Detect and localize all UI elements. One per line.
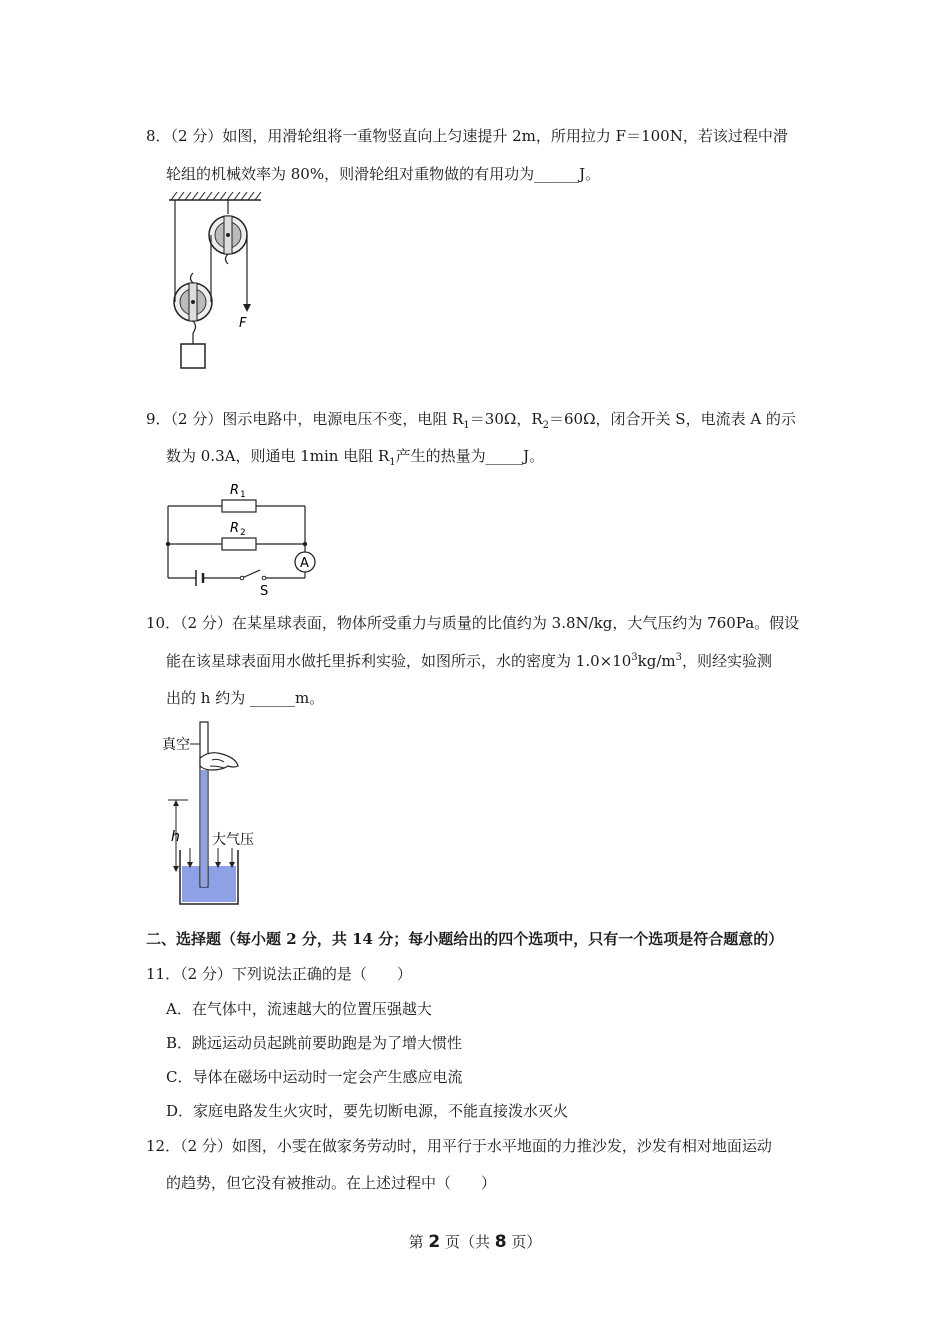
q11-option-c: C．导体在磁场中运动时一定会产生感应电流: [166, 1068, 463, 1086]
r2-sub: 2: [240, 528, 246, 538]
atm-label: 大气压: [212, 832, 254, 848]
torricelli-figure: [160, 718, 280, 908]
vacuum-label: 真空: [162, 737, 190, 753]
q9-line-1: 9．（2 分）图示电路中，电源电压不变，电阻 $R_1=30\Omega$，$R_2=60\Omega$，闭合开关 S，电流表 A 的示: [146, 410, 796, 431]
force-label: F: [239, 316, 247, 331]
q12-line-1: 12．（2 分）如图，小雯在做家务劳动时，用平行于水平地面的力推沙发，沙发有相对地面运动: [146, 1137, 772, 1155]
h-label: h: [171, 829, 180, 845]
q11-option-a: A．在气体中，流速越大的位置压强越大: [166, 1000, 432, 1018]
circuit-figure: [160, 476, 325, 598]
weight-block: [181, 344, 205, 368]
r1-sub: 1: [240, 490, 246, 500]
switch-label: S: [260, 584, 269, 598]
pulley-figure: [165, 192, 270, 374]
page-footer: 第 2 页（共 8 页）: [408, 1232, 542, 1252]
q10-line-3: 出的 h 约为 ______m。: [166, 689, 325, 707]
q11-stem: 11．（2 分）下列说法正确的是（ ）: [146, 965, 412, 983]
q11-option-b: B．跳远运动员起跳前要助跑是为了增大惯性: [166, 1034, 463, 1052]
q11-option-d: D．家庭电路发生火灾时，要先切断电源，不能直接泼水灭火: [166, 1102, 569, 1120]
q8-line-1: 8．（2 分）如图，用滑轮组将一重物竖直向上匀速提升 2m，所用拉力 F＝100N，若该过程中滑: [146, 127, 788, 145]
q12-line-2: 的趋势，但它没有被推动。在上述过程中（ ）: [166, 1174, 497, 1192]
ammeter-label: A: [300, 556, 309, 571]
section-heading: 二、选择题（每小题 2 分，共 14 分；每小题给出的四个选项中，只有一个选项是符合题意的）: [146, 930, 784, 948]
q10-line-1: 10．（2 分）在某星球表面，物体所受重力与质量的比值约为 3.8N/kg，大气压约为 760Pa。假设: [146, 614, 800, 632]
q8-line-2: 轮组的机械效率为 80%，则滑轮组对重物做的有用功为______J。: [166, 165, 601, 183]
r1-label: R: [230, 483, 240, 498]
q9-line-2: 数为 0.3A，则通电 1min 电阻 $R_1$产生的热量为_____J。: [166, 447, 545, 468]
r2-label: R: [230, 521, 240, 536]
q10-line-2: 能在该星球表面用水做托里拆利实验，如图所示，水的密度为 $1.0\times 10^3kg/m^3$，则经实验测: [166, 652, 773, 670]
